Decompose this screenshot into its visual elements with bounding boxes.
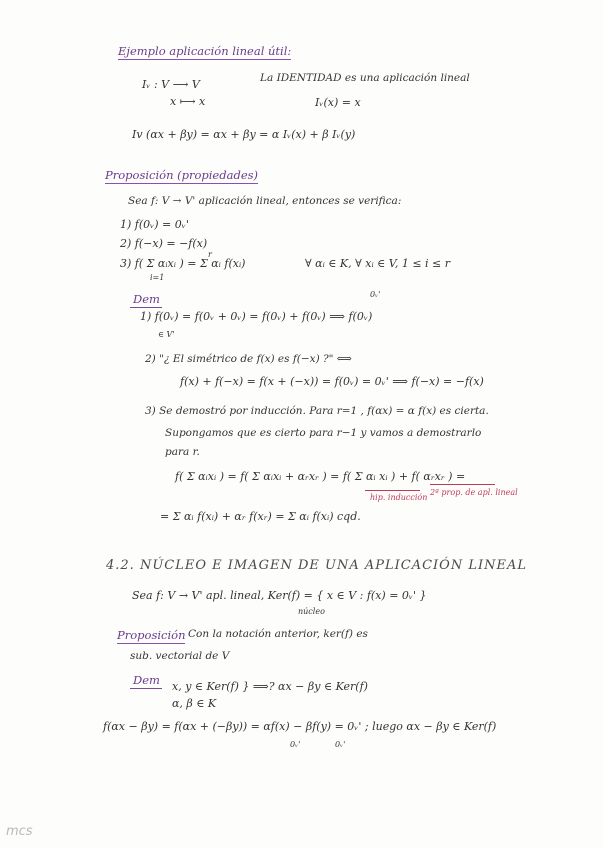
- proposition2-title: Proposición: [117, 628, 186, 642]
- prop2-underline: [430, 484, 495, 485]
- proof1-step1-top: 0ᵥ': [370, 290, 381, 299]
- identity-linearity: Iv (αx + βy) = αx + βy = α Iᵥ(x) + β Iᵥ(y): [132, 128, 356, 141]
- proof1-label-underline: [130, 307, 162, 308]
- proof1-step3-b: Supongamos que es cierto para r−1 y vamos a demostrarlo: [165, 427, 482, 439]
- proof2-label-underline: [130, 688, 162, 689]
- property-3-condition: ∀ αᵢ ∈ K, ∀ xᵢ ∈ V, 1 ≤ i ≤ r: [305, 257, 451, 270]
- proof2-label: Dem: [133, 673, 160, 687]
- hyp-underline: [365, 490, 420, 491]
- property-3: 3) f( Σ αᵢxᵢ ) = Σ αᵢ f(xᵢ): [120, 257, 246, 270]
- map-rule: x ⟼ x: [170, 95, 206, 108]
- proof1-label: Dem: [133, 292, 160, 306]
- proof1-step3-a: 3) Se demostró por inducción. Para r=1 , f(αx) = α f(x) es cierta.: [145, 405, 489, 417]
- proof1-step3-equation2: = Σ αᵢ f(xᵢ) + αᵣ f(xᵣ) = Σ αᵢ f(xᵢ) cqd.: [160, 510, 361, 523]
- proof1-step2-equation: f(x) + f(−x) = f(x + (−x)) = f(0ᵥ) = 0ᵥ' ⟹ f(−x) = −f(x): [180, 375, 484, 388]
- prop2-note: 2ª prop. de apl. lineal: [430, 488, 518, 497]
- proof2-zero1: 0ᵥ': [290, 740, 301, 749]
- proof1-step3-equation1: f( Σ αᵢxᵢ ) = f( Σ αᵢxᵢ + αᵣxᵣ ) = f( Σ αᵢ xᵢ ) + f( αᵣxᵣ ) =: [175, 470, 466, 483]
- proof1-step1: 1) f(0ᵥ) = f(0ᵥ + 0ᵥ) = f(0ᵥ) + f(0ᵥ) ⟹ f(0ᵥ): [140, 310, 373, 323]
- proposition1-intro: Sea f: V → V' aplicación lineal, entonces se verifica:: [128, 195, 402, 207]
- proof1-step1-sub: ∈ V': [158, 330, 175, 339]
- map-definition: Iᵥ : V ⟶ V: [142, 78, 200, 91]
- sum-lower-index: i=1: [150, 273, 165, 282]
- property-2: 2) f(−x) = −f(x): [120, 237, 208, 250]
- proof2-line2: α, β ∈ K: [172, 697, 217, 710]
- hyp-note: hip. inducción: [370, 493, 428, 502]
- proposition2-text2: sub. vectorial de V: [130, 650, 230, 662]
- section-heading: 4.2. NÚCLEO E IMAGEN DE UNA APLICACIÓN LINEAL: [106, 558, 528, 573]
- property-1: 1) f(0ᵥ) = 0ᵥ': [120, 218, 189, 231]
- proof2-final: f(αx − βy) = f(αx + (−βy)) = αf(x) − βf(y) = 0ᵥ' ; luego αx − βy ∈ Ker(f): [103, 720, 497, 733]
- proof1-step3-c: para r.: [165, 446, 200, 458]
- example-title: Ejemplo aplicación lineal útil:: [118, 44, 292, 58]
- identity-text: La IDENTIDAD es una aplicación lineal: [260, 72, 470, 84]
- proposition1-title: Proposición (propiedades): [105, 168, 259, 182]
- kernel-definition: Sea f: V → V' apl. lineal, Ker(f) = { x ∈ V : f(x) = 0ᵥ' }: [132, 589, 427, 602]
- proof2-zero2: 0ᵥ': [335, 740, 346, 749]
- sum-upper-index: r: [208, 250, 212, 259]
- identity-formula: Iᵥ(x) = x: [315, 96, 361, 109]
- proposition2-text: Con la notación anterior, ker(f) es: [188, 628, 368, 640]
- kernel-note: núcleo: [298, 607, 325, 616]
- proof1-step2: 2) "¿ El simétrico de f(x) es f(−x) ?" ⟺: [145, 353, 352, 365]
- proof2-line1: x, y ∈ Ker(f) } ⟹? αx − βy ∈ Ker(f): [172, 680, 368, 693]
- watermark: mcs: [6, 824, 33, 839]
